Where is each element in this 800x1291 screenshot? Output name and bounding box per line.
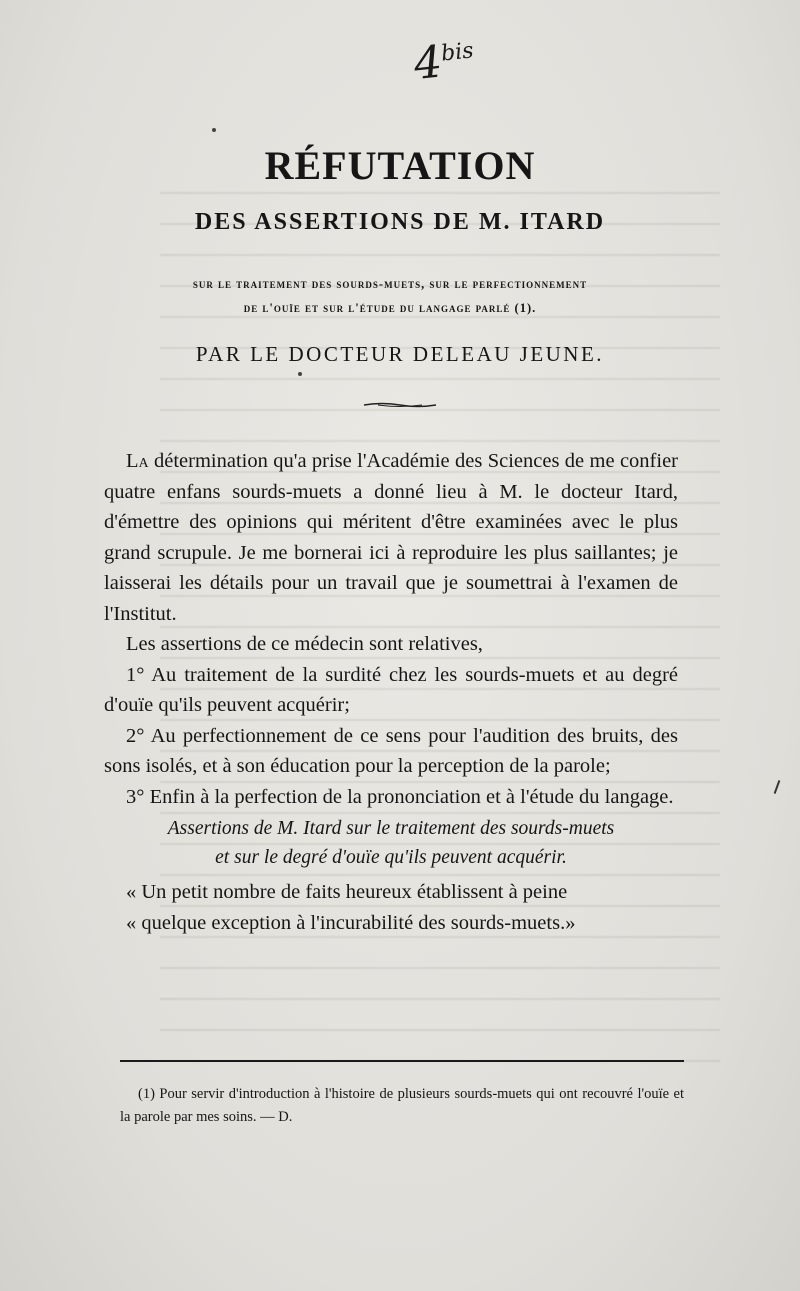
ink-speck (298, 372, 302, 376)
heading-line: et sur le degré d'ouïe qu'ils peuvent acquérir. (215, 847, 567, 868)
subsubtitle-line: sur le traitement des sourds-muets, sur le perfectionnement (192, 277, 588, 291)
heading-line: Assertions de M. Itard sur le traitement des sourds-muets (167, 818, 615, 839)
shelfmark-suffix: bis (439, 38, 475, 67)
body-text (104, 446, 678, 938)
handwritten-shelfmark (412, 33, 477, 90)
author-line: PAR LE DOCTEUR DELEAU JEUNE. (195, 342, 605, 366)
paragraph-text: détermination qu'a prise l'Académie des Sciences de me confier quatre enfans sourds-muets a donné lieu à M. le docteur Itard, d'émettre des opinions qui méritent d'être examinées avec le plus grand scrupule. Je me bornerai ici à reproduire les plus saillantes; je laisserai les détails pour un travail que je soumettrai à l'examen de l'Institut. (104, 450, 678, 625)
shelfmark-number: 4 (411, 36, 445, 91)
ornament-divider (362, 401, 438, 409)
drop-word: La (126, 450, 149, 472)
subsubtitle-line: de l'ouïe et sur l'étude du langage parlé (1). (243, 301, 537, 315)
margin-mark (774, 780, 781, 794)
section-heading (104, 814, 678, 872)
paragraph: 3° Enfin à la perfection de la prononciation et à l'étude du langage. (126, 785, 674, 808)
paragraph: 2° Au perfectionnement de ce sens pour l'audition des bruits, des sons isolés, et à son éducation pour la perception de la parole; (104, 724, 678, 777)
document-subtitle: DES ASSERTIONS DE M. ITARD (194, 209, 606, 235)
ink-speck (212, 128, 216, 132)
document-title: RÉFUTATION (264, 143, 536, 188)
paragraph (104, 446, 678, 629)
footnote-rule (120, 1060, 684, 1062)
document-subsubtitle (90, 272, 690, 320)
paragraph: Les assertions de ce médecin sont relatives, (126, 633, 483, 655)
quote-line: « quelque exception à l'incurabilité des sourds-muets.» (126, 911, 576, 934)
footnote (120, 1083, 684, 1129)
paragraph: 1° Au traitement de la surdité chez les sourds-muets et au degré d'ouïe qu'ils peuvent acquérir; (104, 663, 678, 716)
quote-line: « Un petit nombre de faits heureux établissent à peine (126, 881, 568, 903)
footnote-text: (1) Pour servir d'introduction à l'histoire de plusieurs sourds-muets qui ont recouvré l'ouïe et la parole par mes soins. — D. (120, 1086, 684, 1125)
